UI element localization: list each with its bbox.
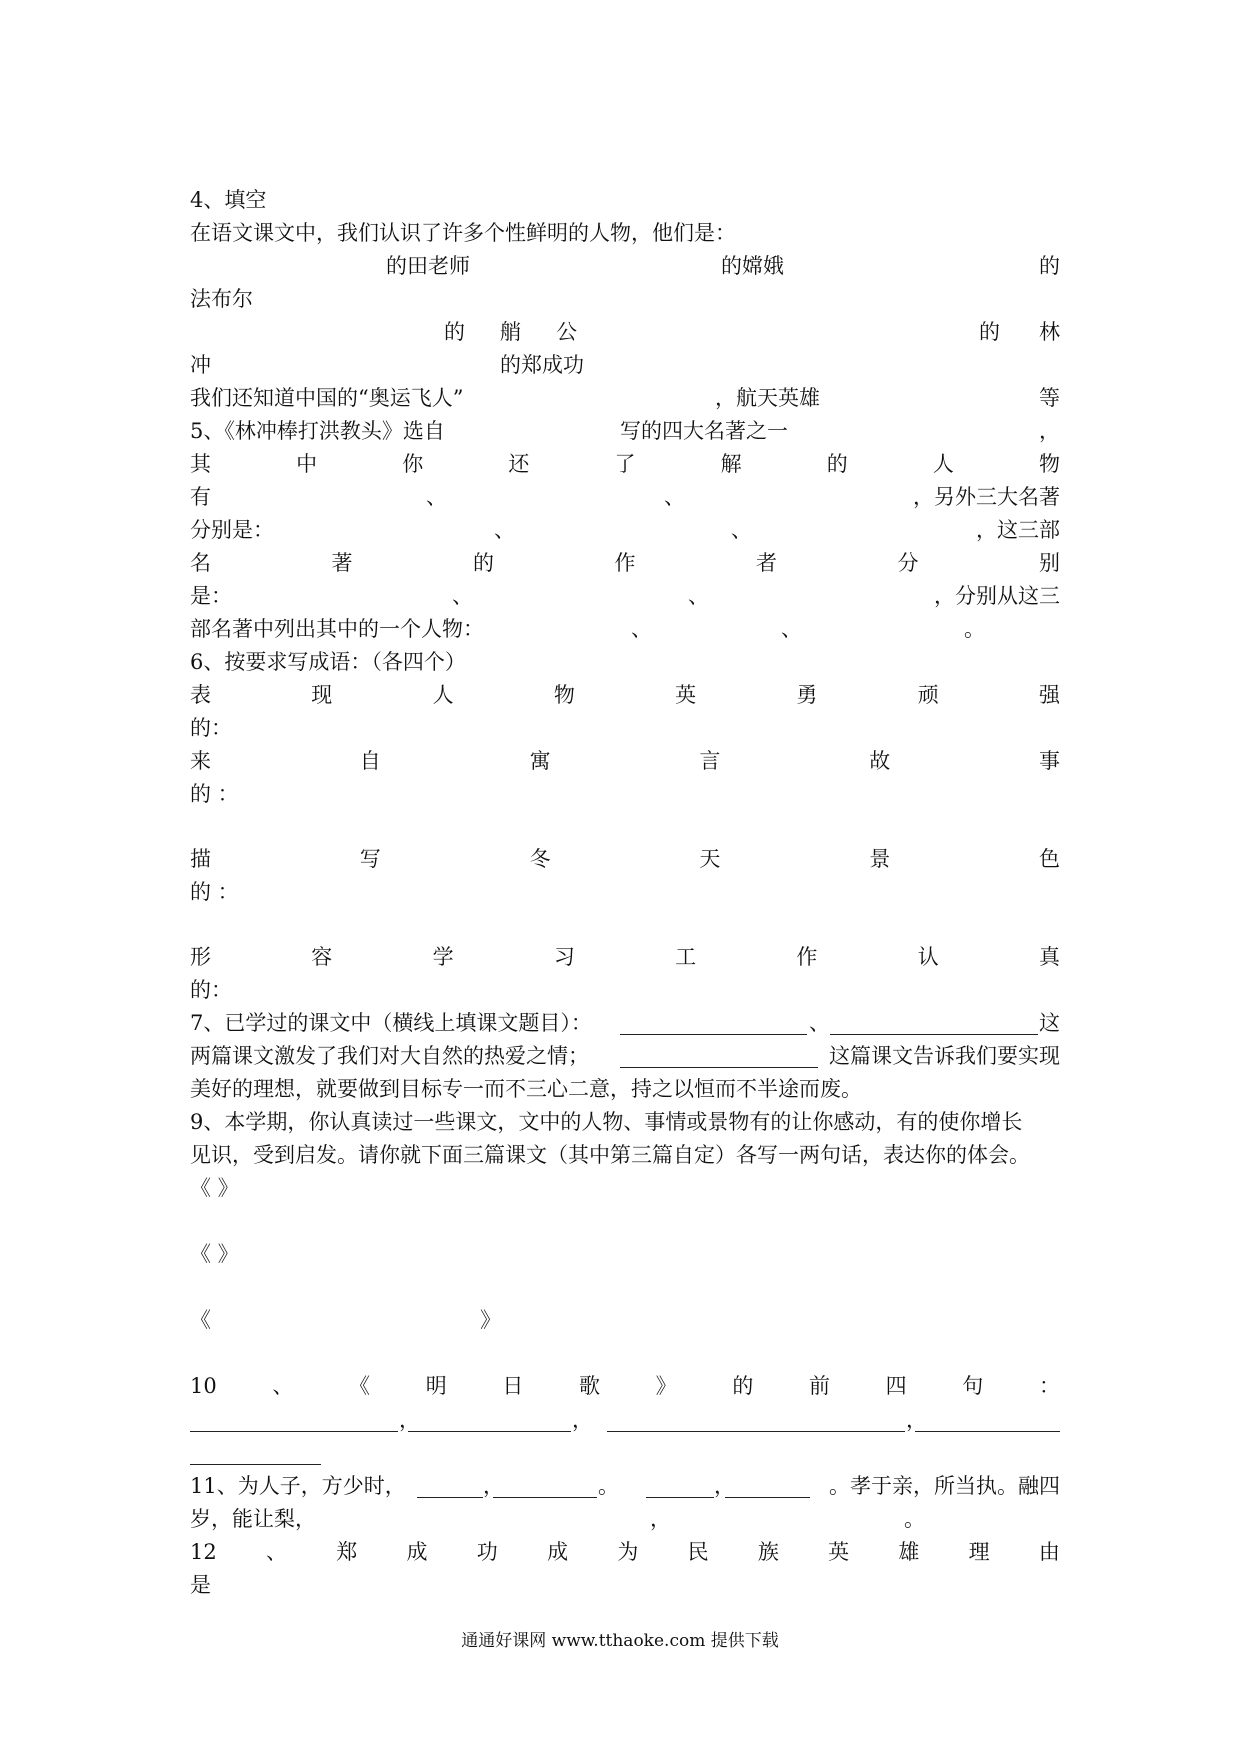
q11-blank-4[interactable]: [725, 1475, 810, 1498]
q6-b-4: 故: [869, 749, 891, 773]
q4-r4-a: 冲: [190, 353, 211, 377]
q5-r7-d: 。: [964, 617, 985, 641]
q6-d-row: [190, 941, 1060, 973]
q12-r1-4: 功: [476, 1540, 498, 1564]
q5-row1: [190, 415, 1060, 447]
q10-r1-4: 日: [502, 1374, 524, 1398]
q10-r1-5: 歌: [579, 1374, 601, 1398]
q4-r3-2: 公: [556, 320, 577, 344]
q12-r1-2: 郑: [336, 1540, 358, 1564]
q12-r1-8: 族: [757, 1540, 779, 1564]
q7-blank-3[interactable]: [620, 1045, 818, 1068]
q7-blank-2[interactable]: [830, 1012, 1038, 1035]
q10-r1-11: ：: [1038, 1374, 1060, 1398]
q5-r4-c: 、: [731, 518, 752, 542]
q4-intro: 在语文课文中，我们认识了许多个性鲜明的人物，他们是：: [190, 221, 736, 245]
q9-row2: 见识，受到启发。请你就下面三篇课文（其中第三篇自定）各写一两句话，表达你的体会。: [190, 1143, 1030, 1167]
q6-b-0: 来: [190, 749, 211, 773]
q6-d-2: 学: [432, 945, 454, 969]
q6-a-7: 强: [1038, 683, 1060, 707]
q9-book-3: [190, 1304, 1060, 1336]
q4-title: 4、填空: [190, 188, 267, 212]
q6-c-0: 描: [190, 847, 211, 871]
q7-r1-b: 、: [809, 1011, 830, 1035]
q12-row2: 是: [190, 1573, 211, 1597]
q6-b-5: 事: [1038, 749, 1060, 773]
q5-r4-a: 分别是：: [190, 518, 274, 542]
q5-r1-c: ，: [1039, 419, 1060, 443]
q10-blank-5[interactable]: [190, 1442, 321, 1465]
q10-blank-4[interactable]: [915, 1409, 1060, 1432]
q5-row4: [190, 514, 1060, 546]
q5-r1-b: 写的四大名著之一: [620, 419, 788, 443]
q5-r2-6: 的: [826, 452, 848, 476]
q5-r2-1: 中: [296, 452, 318, 476]
q11-r1-c: 。: [598, 1474, 619, 1498]
q6-d-0: 形: [190, 945, 211, 969]
q5-r7-a: 部名著中列出其中的一个人物：: [190, 617, 484, 641]
q5-r2-2: 你: [402, 452, 424, 476]
q5-r2-0: 其: [190, 452, 211, 476]
q11-r2-b: ，: [650, 1507, 671, 1531]
q6-a-row: [190, 679, 1060, 711]
q12-r1-9: 英: [828, 1540, 850, 1564]
q10-c2: ，: [572, 1408, 593, 1432]
q5-row6: [190, 580, 1060, 612]
q6-c-3: 天: [699, 847, 721, 871]
q10-blank-2[interactable]: [408, 1409, 571, 1432]
q4-r5-a: 我们还知道中国的“奥运飞人”: [190, 386, 464, 410]
q6-a-1: 现: [311, 683, 333, 707]
q5-r2-7: 人: [932, 452, 954, 476]
q4-r4-b: 的郑成功: [500, 353, 584, 377]
q5-r5-3: 作: [614, 551, 636, 575]
q12-row1: [190, 1536, 1060, 1568]
q7-row3: 美好的理想，就要做到目标专一而不三心二意，持之以恒而不半途而废。: [190, 1077, 862, 1101]
q6-c-5: 色: [1038, 847, 1060, 871]
q11-r1-e: 。孝于亲，所当执。融四: [829, 1474, 1060, 1498]
q5-r6-d: ，分别从这三: [934, 584, 1060, 608]
q12-r1-1: 、: [266, 1540, 287, 1564]
q5-r1-a: 5、《林冲棒打洪教头》选自: [190, 419, 445, 443]
q7-blank-1[interactable]: [620, 1012, 807, 1035]
q11-row1: [190, 1470, 1060, 1502]
q10-row3: [190, 1437, 1060, 1469]
q5-r2-5: 解: [720, 452, 742, 476]
q10-r1-8: 前: [808, 1374, 830, 1398]
q7-row1: [190, 1007, 1060, 1039]
q11-r1-d: ，: [714, 1474, 735, 1498]
q11-r1-b: ，: [483, 1474, 504, 1498]
q12-r1-11: 理: [968, 1540, 990, 1564]
q7-r2-a: 两篇课文激发了我们对大自然的热爱之情；: [190, 1044, 589, 1068]
q5-r2-4: 了: [614, 452, 636, 476]
q6-d-7: 真: [1038, 945, 1060, 969]
q6-a-0: 表: [190, 683, 211, 707]
q5-r4-b: 、: [494, 518, 515, 542]
q5-r3-c: 、: [664, 485, 685, 509]
q4-r1-b: 的嫦娥: [721, 254, 784, 278]
q12-r1-7: 民: [687, 1540, 709, 1564]
q10-blank-3[interactable]: [607, 1409, 905, 1432]
q4-r3-0: 的: [444, 320, 465, 344]
q10-r1-0: 10: [190, 1374, 217, 1398]
q6-a-2: 人: [432, 683, 454, 707]
q6-a-end: 的：: [190, 716, 232, 740]
q12-r1-10: 雄: [898, 1540, 920, 1564]
q4-row4: [190, 349, 1060, 381]
q4-row3: [190, 316, 1060, 348]
q6-c-4: 景: [869, 847, 891, 871]
q12-r1-5: 成: [547, 1540, 569, 1564]
q6-title: 6、按要求写成语：（各四个）: [190, 650, 466, 674]
q5-row5: [190, 547, 1060, 579]
q7-r2-b: 这篇课文告诉我们要实现: [829, 1044, 1060, 1068]
q4-r3-1: 艄: [500, 320, 521, 344]
q10-r1-7: 的: [732, 1374, 754, 1398]
q5-r5-5: 分: [897, 551, 919, 575]
page-footer: 通通好课网 www.tthaoke.com 提供下载: [461, 1631, 779, 1651]
q6-c-2: 冬: [529, 847, 551, 871]
q5-r2-3: 还: [508, 452, 530, 476]
q6-b-1: 自: [359, 749, 381, 773]
q6-c-row: [190, 843, 1060, 875]
q10-r1-6: 》: [655, 1374, 677, 1398]
q10-blank-1[interactable]: [190, 1409, 398, 1432]
q11-r2-c: 。: [904, 1507, 925, 1531]
q12-r1-12: 由: [1038, 1540, 1060, 1564]
q6-d-end: 的：: [190, 978, 232, 1002]
q6-d-5: 作: [796, 945, 818, 969]
q5-r5-0: 名: [190, 551, 211, 575]
q7-r1-a: 7、已学过的课文中（横线上填课文题目）：: [190, 1011, 592, 1035]
q9-book-1: 《 》: [190, 1176, 239, 1200]
q6-c-1: 写: [359, 847, 381, 871]
q5-row3: [190, 481, 1060, 513]
q4-r5-b: ，航天英雄: [715, 386, 820, 410]
q11-blank-3[interactable]: [646, 1475, 714, 1498]
q4-row5: [190, 382, 1060, 414]
q11-row2: [190, 1503, 1060, 1535]
q9-row1: 9、本学期，你认真读过一些课文，文中的人物、事情或景物有的让你感动，有的使你增长: [190, 1110, 1023, 1134]
q12-r1-3: 成: [406, 1540, 428, 1564]
q5-r7-b: 、: [631, 617, 652, 641]
q5-r6-b: 、: [452, 584, 473, 608]
q10-c3: ，: [906, 1408, 927, 1432]
q6-d-1: 容: [311, 945, 333, 969]
q9-b3-close: 》: [480, 1308, 501, 1332]
q10-r1-2: 《: [349, 1374, 371, 1398]
q6-a-4: 英: [675, 683, 697, 707]
q4-r3-3: 的: [979, 320, 1000, 344]
q6-b-3: 言: [699, 749, 721, 773]
q11-blank-2[interactable]: [493, 1475, 597, 1498]
q10-r1-10: 句: [962, 1374, 984, 1398]
q11-blank-1[interactable]: [417, 1475, 483, 1498]
q4-r5-c: 等: [1039, 386, 1060, 410]
q4-row1: [190, 250, 1060, 282]
q4-r3-4: 林: [1039, 320, 1060, 344]
q4-r1-c: 的: [1039, 254, 1060, 278]
q5-r5-6: 别: [1039, 551, 1060, 575]
q6-a-6: 顽: [917, 683, 939, 707]
q10-r1-9: 四: [885, 1374, 907, 1398]
q11-r1-a: 11、为人子，方少时，: [190, 1474, 406, 1498]
q7-row2: [190, 1040, 1060, 1072]
q5-r5-2: 的: [473, 551, 494, 575]
q10-r1-3: 明: [425, 1374, 447, 1398]
q4-row2: 法布尔: [190, 287, 253, 311]
q5-r6-a: 是：: [190, 584, 232, 608]
q7-r1-c: 这: [1039, 1011, 1060, 1035]
q5-r2-8: 物: [1039, 452, 1060, 476]
q5-r3-b: 、: [426, 485, 447, 509]
q5-row7: [190, 613, 1060, 645]
q10-r1-1: 、: [272, 1374, 294, 1398]
q10-c1: ，: [399, 1408, 420, 1432]
q6-b-row: [190, 745, 1060, 777]
q12-r1-6: 为: [617, 1540, 639, 1564]
q5-r4-d: ，这三部: [976, 518, 1060, 542]
q5-row2: [190, 448, 1060, 480]
q6-c-end: 的 ：: [190, 880, 239, 904]
q5-r3-a: 有: [190, 485, 211, 509]
q6-d-4: 工: [675, 945, 697, 969]
q10-row2: [190, 1404, 1060, 1436]
q6-d-6: 认: [917, 945, 939, 969]
q6-d-3: 习: [553, 945, 575, 969]
q6-b-end: 的 ：: [190, 782, 239, 806]
q12-r1-0: 12: [190, 1540, 217, 1564]
q11-r2-a: 岁，能让梨，: [190, 1507, 316, 1531]
q5-r5-4: 者: [756, 551, 777, 575]
q10-row1: [190, 1370, 1060, 1402]
q4-r1-a: 的田老师: [386, 254, 470, 278]
q5-r3-d: ，另外三大名著: [913, 485, 1060, 509]
q5-r6-c: 、: [688, 584, 709, 608]
q6-a-3: 物: [553, 683, 575, 707]
q9-book-2: 《 》: [190, 1242, 239, 1266]
q5-r5-1: 著: [331, 551, 353, 575]
q9-b3-open: 《: [190, 1308, 211, 1332]
q6-a-5: 勇: [796, 683, 818, 707]
q6-b-2: 寓: [529, 749, 551, 773]
q5-r7-c: 、: [781, 617, 802, 641]
